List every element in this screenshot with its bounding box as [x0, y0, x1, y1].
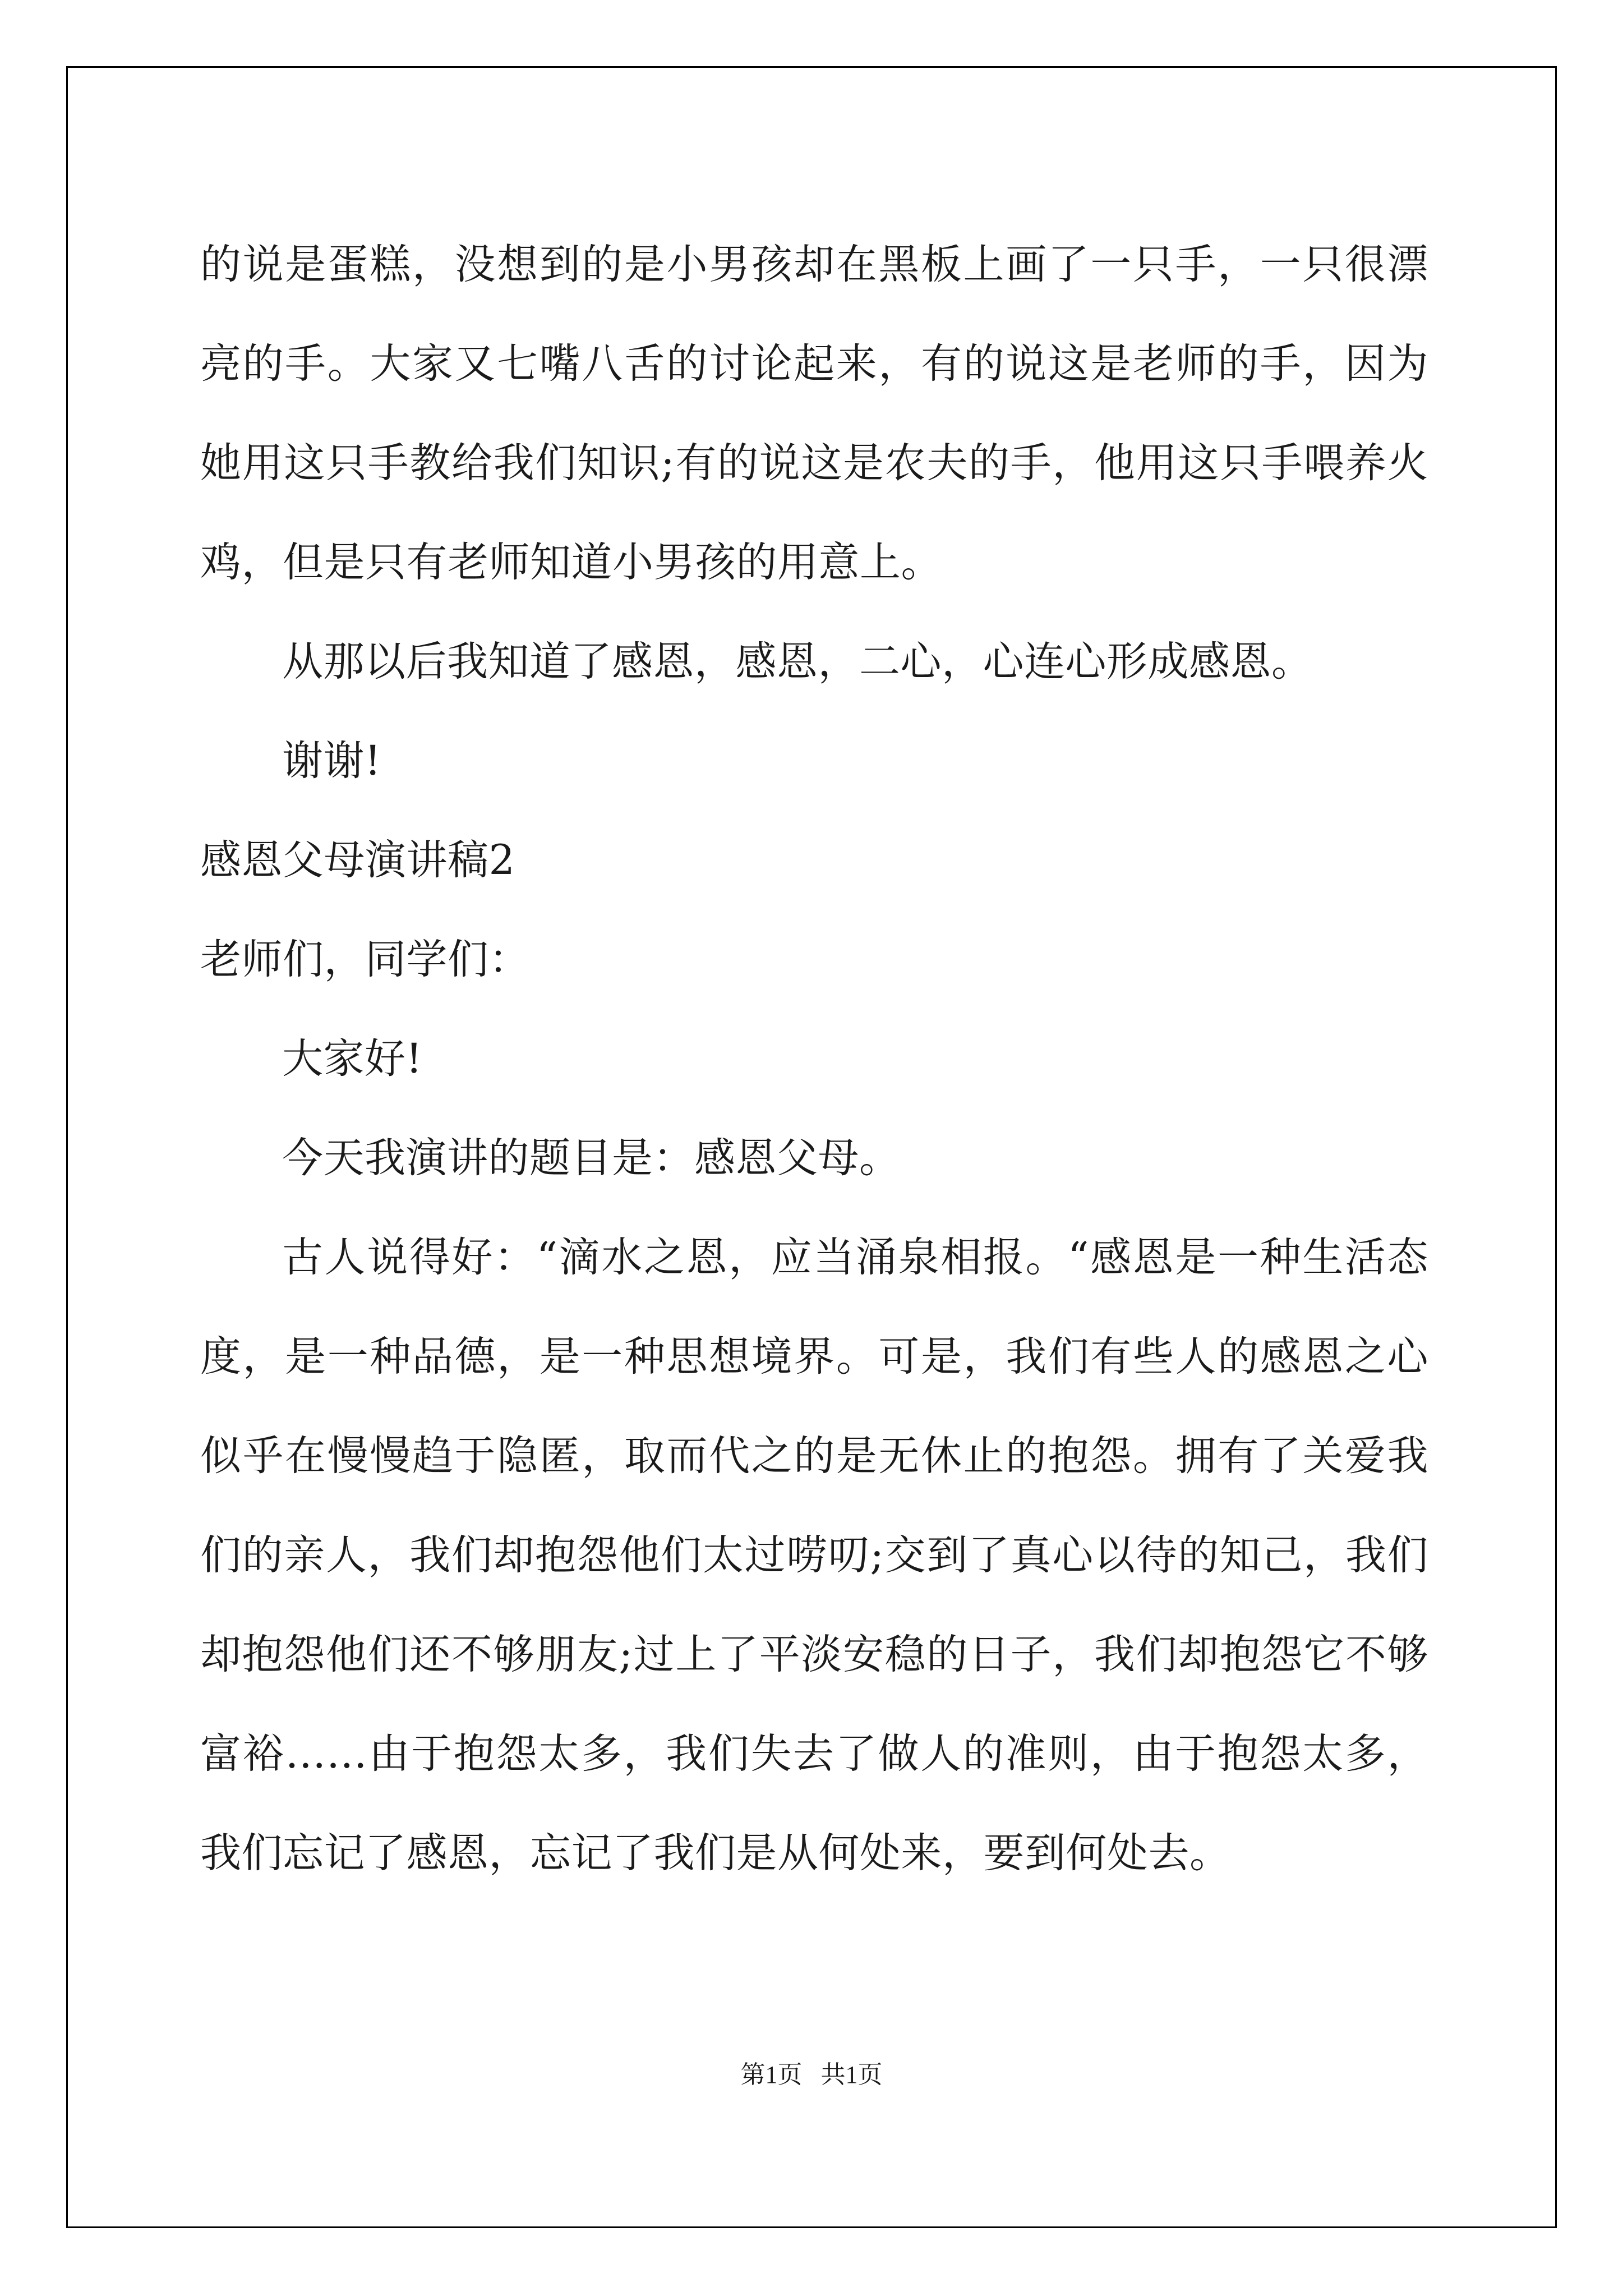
speech-topic: 今天我演讲的题目是：感恩父母。: [282, 1134, 901, 1182]
greeting: 大家好!: [282, 1035, 423, 1083]
page-number-footer: 第1页 共1页: [740, 2061, 883, 2088]
paragraph-main-body: 古人说得好：“滴水之恩，应当涌泉相报。“感恩是一种生活态度，是一种品德，是一种思想境界。可是，我们有些人的感恩之心似乎在慢慢趋于隐匿，取而代之的是无休止的抱怨。拥有了关爱我们的亲人，我们却抱怨他们太过唠叨;交到了真心以待的知己，我们却抱怨他们还不够朋友;过上了平淡安稳的日子，我们却抱怨它不够富裕……由于抱怨太多，我们失去了做人的准则，由于抱怨太多，我们忘记了感恩，忘记了我们是从何处来，要到何处去。: [200, 1234, 1428, 1877]
paragraph-gratitude-meaning: 从那以后我知道了感恩，感恩，二心，心连心形成感恩。: [282, 638, 1313, 685]
section-heading: 感恩父母演讲稿2: [200, 836, 515, 884]
paragraph-thanks: 谢谢!: [282, 737, 381, 785]
document-body: [200, 215, 1428, 1903]
salutation: 老师们，同学们：: [200, 936, 530, 983]
paragraph-continuation: 的说是蛋糕，没想到的是小男孩却在黑板上画了一只手，一只很漂亮的手。大家又七嘴八舌的讨论起来，有的说这是老师的手，因为她用这只手教给我们知识;有的说这是农夫的手，他用这只手喂养火鸡，但是只有老师知道小男孩的用意上。: [200, 241, 1428, 586]
